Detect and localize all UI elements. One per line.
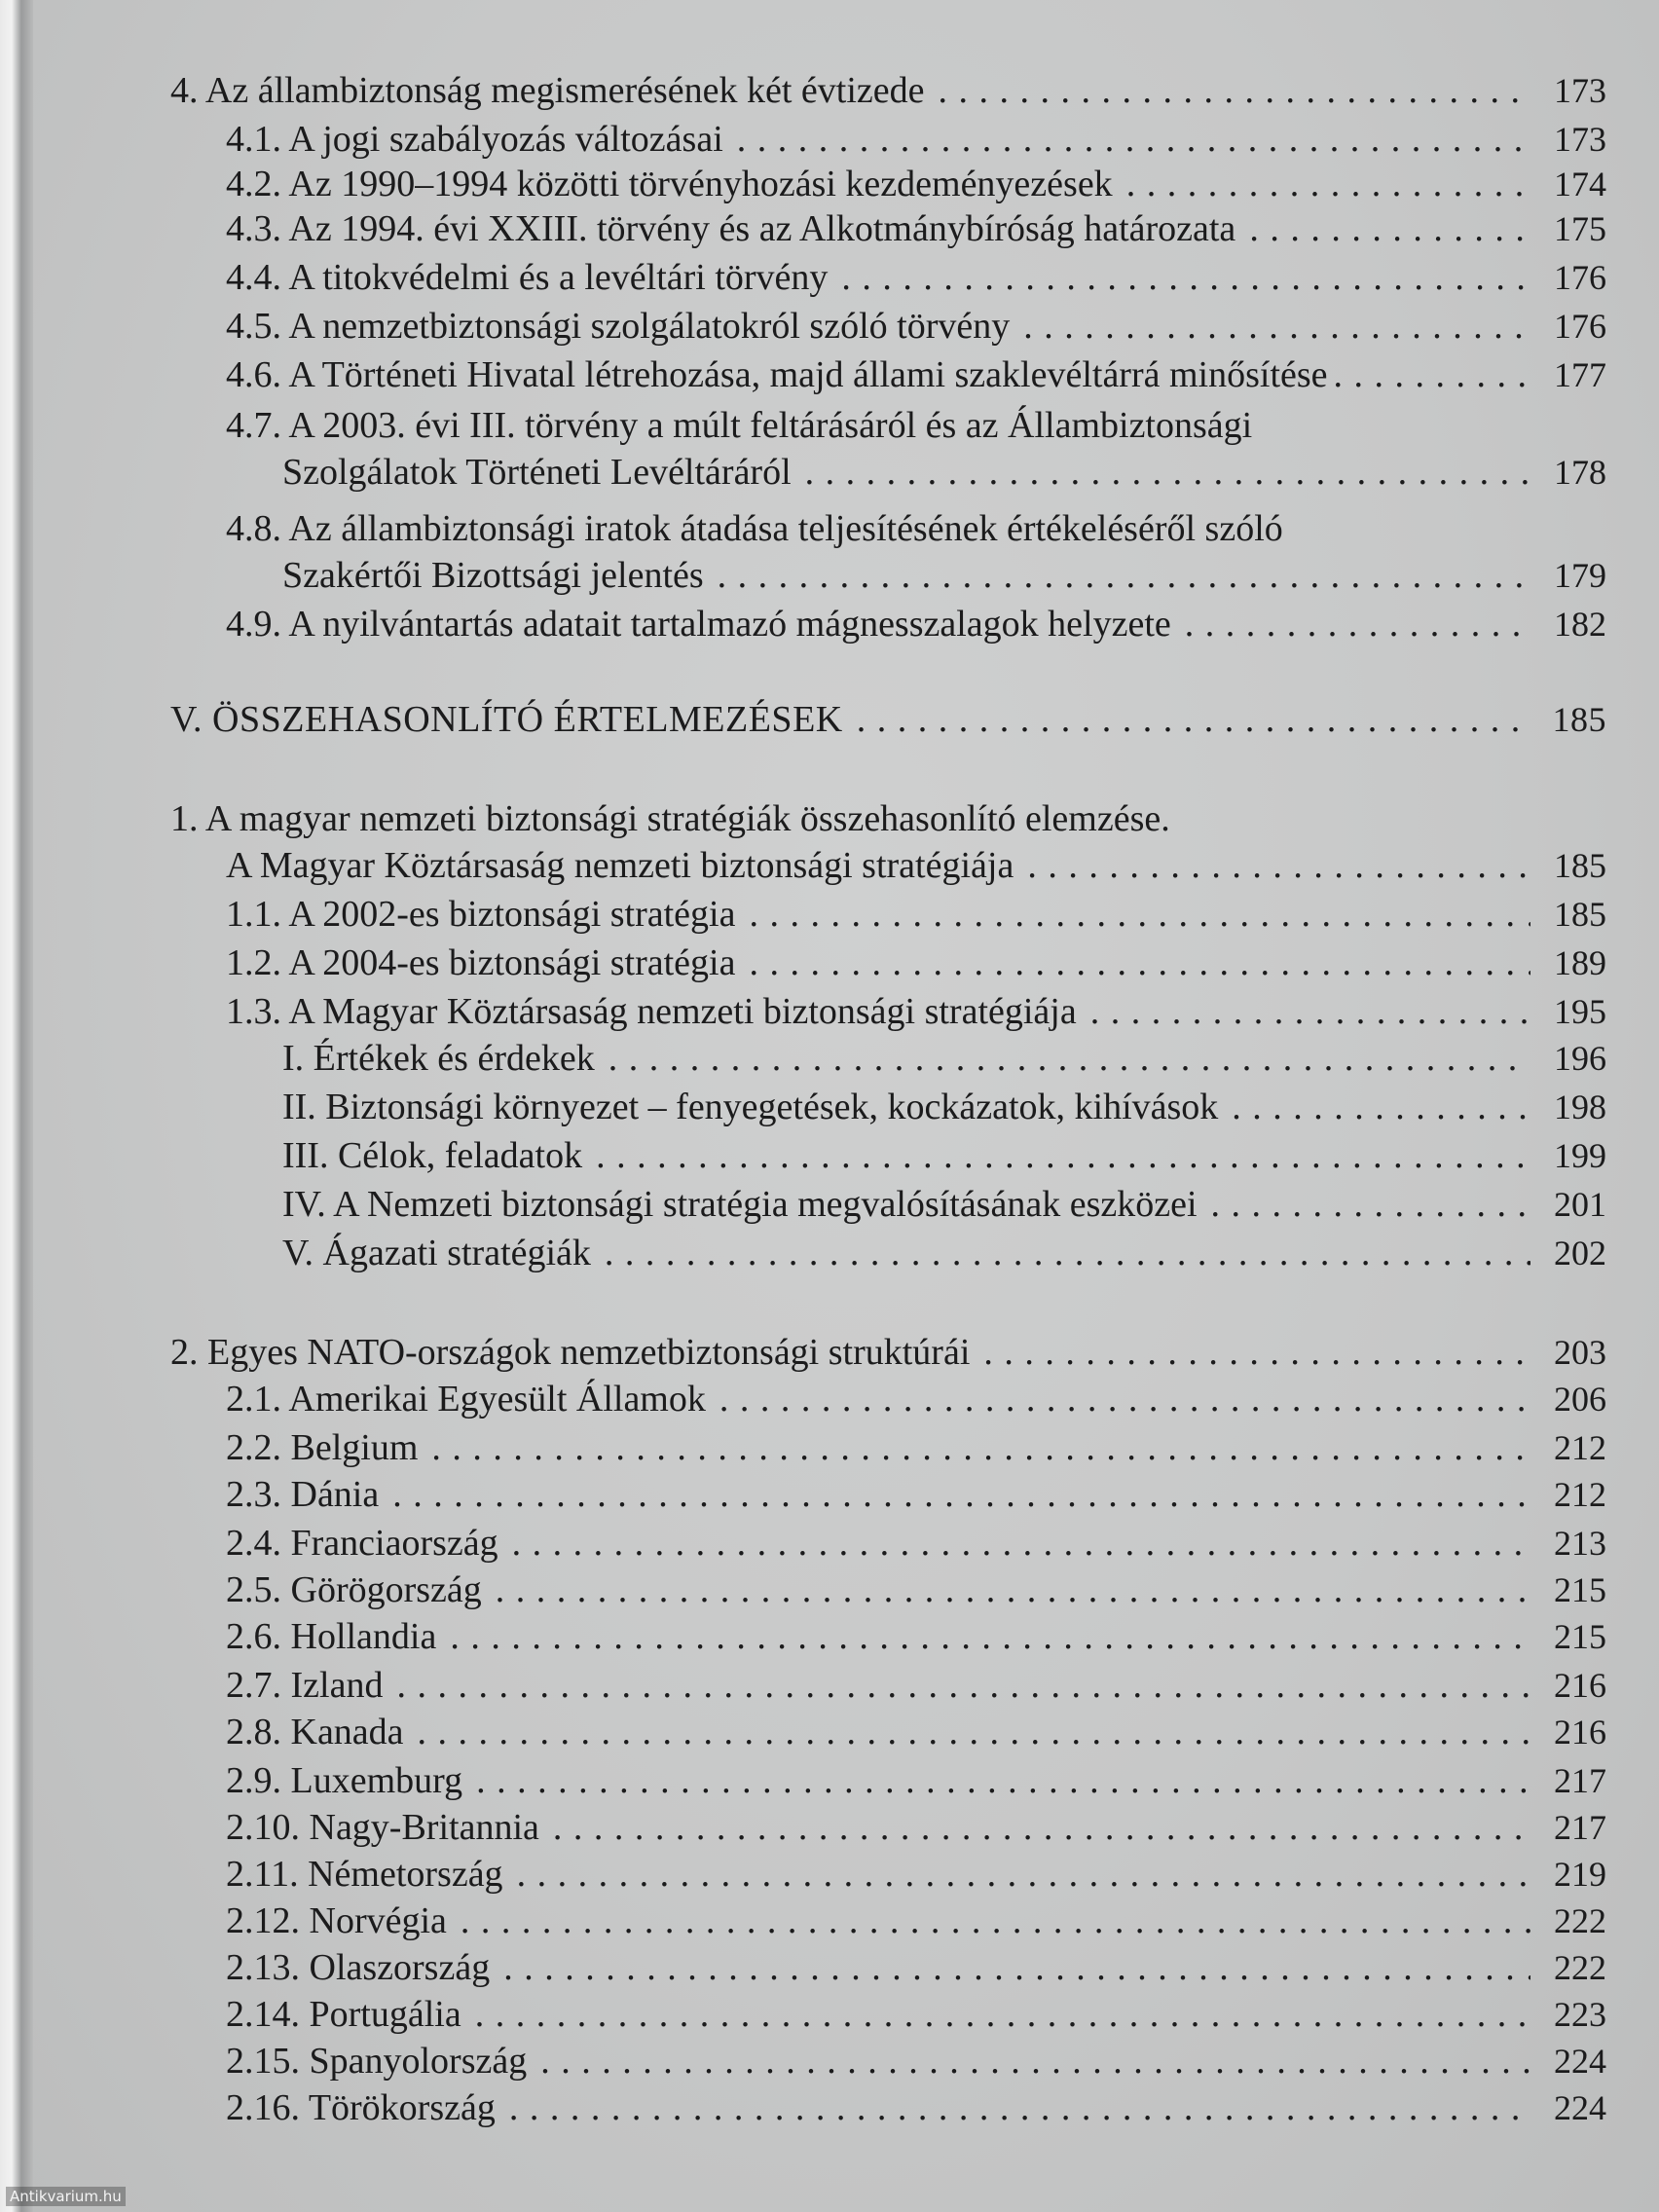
toc-entry-2-2: 2.2. Belgium . . . 212 (226, 1425, 1606, 1470)
toc-entry-1-2: 1.2. A 2004-es biztonsági stratégia . . . 189 (226, 940, 1606, 985)
toc-entry-2-10: 2.10. Nagy-Britannia . . . 217 (226, 1805, 1606, 1850)
toc-entry-4-6: 4.6. A Történeti Hivatal létrehozása, majd állami szaklevéltárrá minősítése . . . 177 (226, 352, 1606, 397)
toc-entry-4-2: 4.2. Az 1990–1994 közötti törvényhozási kezdeményezések . . . 174 (226, 162, 1606, 206)
toc-entry-2-15: 2.15. Spanyolország . . . 224 (226, 2039, 1606, 2083)
toc-entry-chapter-2: 2. Egyes NATO-országok nemzetbiztonsági struktúrái . . . 203 (170, 1330, 1606, 1375)
toc-entry-4-7-line1: 4.7. A 2003. évi III. törvény a múlt feltárásáról és az Állambiztonsági (226, 405, 1253, 446)
toc-entry-1-3-ii: II. Biztonsági környezet – fenyegetések, kockázatok, kihívások . . . 198 (282, 1085, 1606, 1129)
toc-entry-2-16: 2.16. Törökország . . . 224 (226, 2085, 1606, 2130)
toc-entry-1-3-v: V. Ágazati stratégiák . . . 202 (282, 1231, 1606, 1275)
toc-entry-2-6: 2.6. Hollandia . . . 215 (226, 1614, 1606, 1659)
toc-entry-4-7: Szolgálatok Történeti Levéltáráról . . . 178 (282, 450, 1606, 495)
toc-entry-title: 4. Az állambiztonság megismerésének két évtizede (170, 70, 925, 111)
toc-entry-part-5: V. ÖSSZEHASONLÍTÓ ÉRTELMEZÉSEK . . . 185 (170, 697, 1606, 742)
toc-entry-2-13: 2.13. Olaszország . . . 222 (226, 1945, 1606, 1990)
toc-entry-1-3: 1.3. A Magyar Köztársaság nemzeti biztonsági stratégiája . . . 195 (226, 989, 1606, 1034)
toc-entry-4-3: 4.3. Az 1994. évi XXIII. törvény és az Alkotmánybíróság határozata . . . 175 (226, 206, 1606, 251)
toc-entry-2-8: 2.8. Kanada . . . 216 (226, 1710, 1606, 1754)
toc-entry-chapter-1: A Magyar Köztársaság nemzeti biztonsági stratégiája . . . 185 (226, 843, 1606, 888)
toc-entry-1-3-i: I. Értékek és érdekek . . . 196 (282, 1036, 1606, 1081)
toc-entry-2-1: 2.1. Amerikai Egyesült Államok . . . 206 (226, 1377, 1606, 1421)
toc-entry-2-4: 2.4. Franciaország . . . 213 (226, 1521, 1606, 1566)
watermark: Antikvarium.hu (6, 2187, 126, 2206)
toc-entry-1-3-iii: III. Célok, feladatok . . . 199 (282, 1133, 1606, 1178)
toc-entry-1-3-iv: IV. A Nemzeti biztonsági stratégia megvalósításának eszközei . . . 201 (282, 1182, 1606, 1227)
toc-entry-2-7: 2.7. Izland . . . 216 (226, 1663, 1606, 1708)
toc-entry-page: 173 (1554, 71, 1606, 110)
toc-entry-4-1: 4.1. A jogi szabályozás változásai . . . 173 (226, 117, 1606, 162)
toc-entry-4-8: Szakértői Bizottsági jelentés . . . 179 (282, 553, 1606, 598)
toc-entry-2-12: 2.12. Norvégia . . . 222 (226, 1899, 1606, 1943)
toc-entry-4-4: 4.4. A titokvédelmi és a levéltári törvény . . . 176 (226, 255, 1606, 300)
toc-entry-2-14: 2.14. Portugália . . . 223 (226, 1992, 1606, 2037)
toc-entry-1-1: 1.1. A 2002-es biztonsági stratégia . . . 185 (226, 892, 1606, 937)
toc-entry-2-9: 2.9. Luxemburg . . . 217 (226, 1758, 1606, 1803)
toc-entry-2-11: 2.11. Németország . . . 219 (226, 1852, 1606, 1897)
toc-entry-4-8-line1: 4.8. Az állambiztonsági iratok átadása teljesítésének értékeléséről szóló (226, 508, 1283, 549)
toc-entry-4-5: 4.5. A nemzetbiztonsági szolgálatokról szóló törvény . . . 176 (226, 304, 1606, 349)
toc-entry-4-9: 4.9. A nyilvántartás adatait tartalmazó mágnesszalagok helyzete . . . 182 (226, 602, 1606, 646)
toc-entry-2-5: 2.5. Görögország . . . 215 (226, 1567, 1606, 1612)
toc-entry-section-4 (170, 68, 1606, 113)
toc-entry-chapter-1-line1: 1. A magyar nemzeti biztonsági stratégiák összehasonlító elemzése. (170, 798, 1170, 839)
toc-entry-2-3: 2.3. Dánia . . . 212 (226, 1472, 1606, 1517)
